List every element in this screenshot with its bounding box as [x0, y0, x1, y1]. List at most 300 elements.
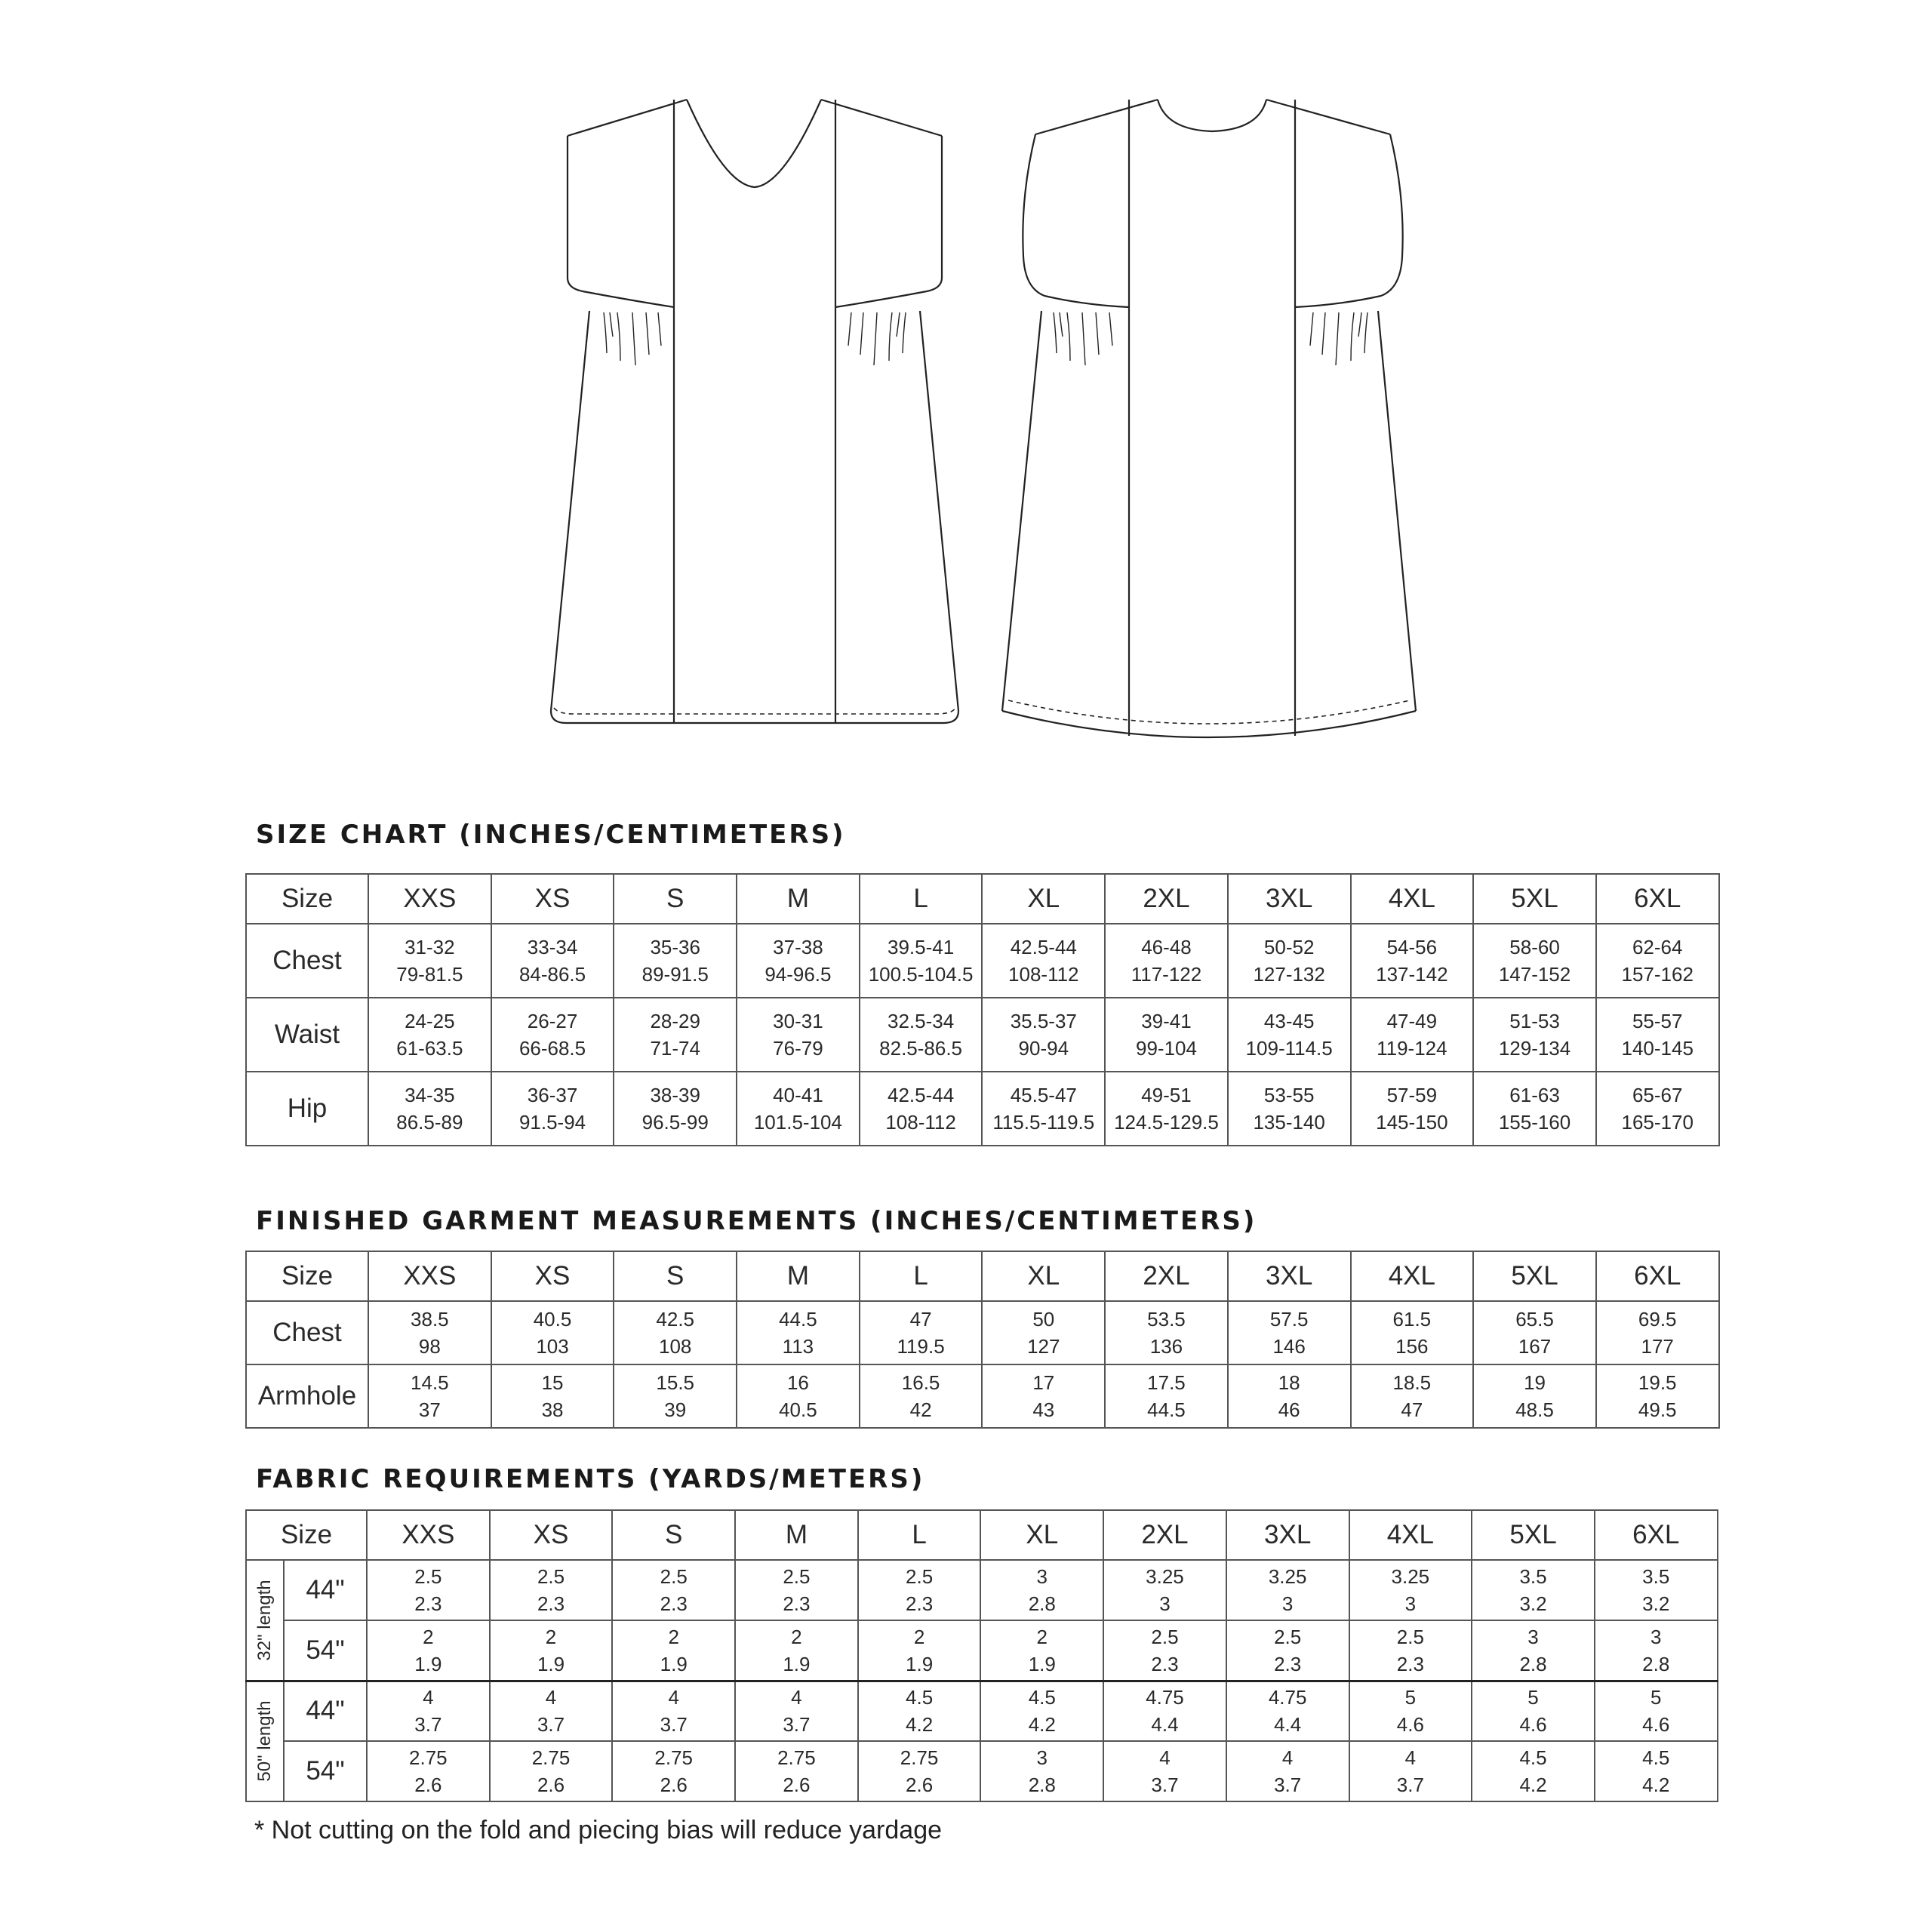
value-primary: 4: [668, 1686, 679, 1709]
value-primary: 4: [545, 1686, 557, 1709]
measurement-cell: [614, 998, 737, 1072]
value-primary: 32.5-34: [888, 1010, 955, 1032]
value-primary: 4: [1404, 1746, 1417, 1769]
value-primary: 57-59: [1386, 1084, 1438, 1106]
value-secondary: 117-122: [1131, 963, 1202, 986]
measurement-cell: [367, 1681, 490, 1741]
measurement-cell: [982, 1072, 1105, 1146]
value-secondary: 127-132: [1253, 963, 1325, 986]
size-header: 5XL: [1473, 1251, 1596, 1301]
value-secondary: 71-74: [650, 1037, 700, 1060]
measurement-cell: [1105, 1301, 1228, 1364]
measurement-cell: [614, 1364, 737, 1428]
value-primary: 2.75: [531, 1746, 571, 1769]
value-secondary: 108-112: [885, 1111, 956, 1134]
value-secondary: 145-150: [1376, 1111, 1448, 1134]
measurement-cell: [1351, 1072, 1474, 1146]
measurement-cell: [1103, 1741, 1226, 1801]
value-primary: 46-48: [1141, 936, 1192, 958]
value-secondary: 147-152: [1498, 963, 1571, 986]
value-primary: 2.75: [777, 1746, 816, 1769]
value-secondary: 108-112: [1008, 963, 1079, 986]
measurement-cell: [368, 924, 491, 998]
value-primary: 3.5: [1519, 1565, 1547, 1588]
value-secondary: 136: [1149, 1335, 1183, 1358]
size-header: XXS: [368, 1251, 491, 1301]
value-primary: 3: [1036, 1565, 1048, 1588]
value-secondary: 2.6: [537, 1774, 565, 1796]
size-header: 6XL: [1596, 1251, 1719, 1301]
size-header: S: [614, 874, 737, 924]
value-secondary: 1.9: [906, 1652, 934, 1675]
value-secondary: 3: [1159, 1592, 1171, 1615]
measurement-cell: [737, 1364, 860, 1428]
value-primary: 42.5: [656, 1308, 695, 1331]
measurement-cell: [1226, 1620, 1349, 1681]
measurement-cell: [1349, 1681, 1472, 1741]
value-secondary: 2.8: [1642, 1652, 1670, 1675]
size-header: XL: [980, 1510, 1103, 1560]
value-secondary: 47: [1401, 1398, 1423, 1421]
value-primary: 51-53: [1509, 1010, 1560, 1032]
length-group-label: [246, 1681, 284, 1801]
value-secondary: 129-134: [1498, 1037, 1571, 1060]
measurement-cell: [737, 1072, 860, 1146]
value-primary: 2: [913, 1625, 925, 1648]
value-primary: 5: [1527, 1686, 1539, 1709]
measurement-cell: [368, 1364, 491, 1428]
measurement-cell: [858, 1620, 981, 1681]
value-primary: 4: [423, 1686, 434, 1709]
finished-garment-header-row: [246, 1251, 1719, 1301]
value-secondary: 90-94: [1018, 1037, 1069, 1060]
value-primary: 42.5-44: [888, 1084, 955, 1106]
measurement-cell: [1226, 1681, 1349, 1741]
value-primary: 15.5: [656, 1371, 695, 1394]
value-secondary: 3.2: [1642, 1592, 1670, 1615]
value-primary: 15: [541, 1371, 564, 1394]
fabric-width-label: 44": [284, 1681, 367, 1741]
value-secondary: 3: [1281, 1592, 1294, 1615]
value-secondary: 113: [782, 1335, 814, 1358]
value-primary: 47-49: [1386, 1010, 1438, 1032]
measurement-cell: [491, 1072, 614, 1146]
value-primary: 3.25: [1391, 1565, 1430, 1588]
measurement-cell: [490, 1681, 613, 1741]
value-primary: 19.5: [1638, 1371, 1677, 1394]
value-secondary: 4.4: [1151, 1713, 1179, 1737]
value-secondary: 48.5: [1515, 1398, 1554, 1421]
value-secondary: 4.6: [1396, 1713, 1424, 1737]
measurement-cell: [982, 998, 1105, 1072]
value-secondary: 108: [659, 1335, 692, 1358]
value-secondary: 140-145: [1621, 1037, 1694, 1060]
value-primary: 16: [786, 1371, 809, 1394]
measurement-cell: [982, 924, 1105, 998]
row-label: Waist: [246, 998, 368, 1072]
measurement-cell: [1228, 1364, 1351, 1428]
size-header: 2XL: [1105, 1251, 1228, 1301]
measurement-cell: [1473, 924, 1596, 998]
value-secondary: 76-79: [773, 1037, 823, 1060]
measurement-cell: [980, 1741, 1103, 1801]
value-primary: 40-41: [773, 1084, 823, 1106]
value-primary: 47: [909, 1308, 932, 1331]
measurement-cell: [490, 1620, 613, 1681]
value-primary: 35-36: [650, 936, 700, 958]
value-primary: 69.5: [1638, 1308, 1677, 1331]
measurement-cell: [1105, 1364, 1228, 1428]
measurement-cell: [1226, 1741, 1349, 1801]
measurement-cell: [737, 1301, 860, 1364]
value-secondary: 177: [1641, 1335, 1674, 1358]
value-primary: 2.75: [900, 1746, 939, 1769]
value-primary: 24-25: [405, 1010, 455, 1032]
value-primary: 18: [1278, 1371, 1300, 1394]
value-secondary: 4.2: [1642, 1774, 1670, 1796]
value-primary: 61-63: [1509, 1084, 1560, 1106]
value-primary: 34-35: [405, 1084, 455, 1106]
measurement-cell: [858, 1560, 981, 1620]
table-row: [246, 1072, 1719, 1146]
value-primary: 50: [1032, 1308, 1055, 1331]
value-primary: 55-57: [1632, 1010, 1683, 1032]
value-primary: 2.5: [1396, 1625, 1424, 1648]
measurement-cell: [1595, 1560, 1718, 1620]
measurement-cell: [491, 924, 614, 998]
measurement-cell: [491, 1301, 614, 1364]
measurement-cell: [1472, 1620, 1595, 1681]
size-header: S: [614, 1251, 737, 1301]
size-chart-table: [245, 873, 1720, 1146]
measurement-cell: [980, 1620, 1103, 1681]
garment-technical-drawing: [0, 0, 1932, 770]
measurement-cell: [368, 1301, 491, 1364]
value-primary: 3: [1650, 1625, 1662, 1648]
value-primary: 2.75: [409, 1746, 448, 1769]
row-label: Hip: [246, 1072, 368, 1146]
value-secondary: 43: [1032, 1398, 1055, 1421]
value-secondary: 2.3: [537, 1592, 565, 1615]
row-label: Armhole: [246, 1364, 368, 1428]
size-header: XXS: [367, 1510, 490, 1560]
measurement-cell: [367, 1620, 490, 1681]
size-header: 5XL: [1473, 874, 1596, 924]
value-primary: 39-41: [1141, 1010, 1192, 1032]
measurement-cell: [1103, 1620, 1226, 1681]
value-secondary: 100.5-104.5: [868, 963, 974, 986]
measurement-cell: [612, 1620, 735, 1681]
value-primary: 5: [1404, 1686, 1417, 1709]
table-row: [246, 1301, 1719, 1364]
fabric-requirements-title: FABRIC REQUIREMENTS (YARDS/METERS): [256, 1464, 925, 1494]
measurement-cell: [737, 998, 860, 1072]
value-secondary: 3.7: [414, 1713, 442, 1737]
measurement-cell: [980, 1681, 1103, 1741]
measurement-cell: [1228, 1301, 1351, 1364]
value-primary: 4: [1281, 1746, 1294, 1769]
measurement-cell: [735, 1560, 858, 1620]
value-secondary: 2.6: [660, 1774, 688, 1796]
measurement-cell: [1105, 998, 1228, 1072]
fabric-header-row: [246, 1510, 1718, 1560]
table-row: [246, 1741, 1718, 1801]
value-secondary: 3.7: [660, 1713, 688, 1737]
measurement-cell: [1351, 924, 1474, 998]
value-primary: 31-32: [405, 936, 455, 958]
value-secondary: 137-142: [1376, 963, 1448, 986]
value-secondary: 98: [418, 1335, 441, 1358]
row-label: Chest: [246, 924, 368, 998]
measurement-cell: [1472, 1741, 1595, 1801]
value-primary: 43-45: [1263, 1010, 1315, 1032]
value-secondary: 1.9: [783, 1652, 811, 1675]
value-secondary: 2.6: [414, 1774, 442, 1796]
value-primary: 4.5: [1028, 1686, 1056, 1709]
value-primary: 42.5-44: [1010, 936, 1077, 958]
value-secondary: 96.5-99: [641, 1111, 709, 1134]
value-secondary: 1.9: [537, 1652, 565, 1675]
size-header: M: [737, 1251, 860, 1301]
value-secondary: 39: [664, 1398, 687, 1421]
size-header: 4XL: [1349, 1510, 1472, 1560]
length-group-text: 32" length: [254, 1580, 275, 1661]
measurement-cell: [735, 1620, 858, 1681]
measurement-cell: [368, 1072, 491, 1146]
value-primary: 2.5: [1151, 1625, 1179, 1648]
value-secondary: 4.6: [1642, 1713, 1670, 1737]
value-primary: 40.5: [533, 1308, 572, 1331]
value-primary: 2: [545, 1625, 557, 1648]
measurement-cell: [367, 1741, 490, 1801]
value-primary: 2.5: [906, 1565, 934, 1588]
value-secondary: 2.8: [1028, 1774, 1056, 1796]
value-secondary: 156: [1395, 1335, 1429, 1358]
value-primary: 3.25: [1146, 1565, 1184, 1588]
measurement-cell: [1228, 998, 1351, 1072]
value-primary: 58-60: [1509, 936, 1560, 958]
length-group-text: 50" length: [254, 1700, 275, 1782]
value-primary: 57.5: [1269, 1308, 1309, 1331]
size-header: 6XL: [1596, 874, 1719, 924]
table-row: [246, 924, 1719, 998]
measurement-cell: [1226, 1560, 1349, 1620]
value-secondary: 2.3: [1274, 1652, 1302, 1675]
value-secondary: 3: [1404, 1592, 1417, 1615]
measurement-cell: [735, 1741, 858, 1801]
measurement-cell: [1473, 1364, 1596, 1428]
value-primary: 4.5: [1519, 1746, 1547, 1769]
fabric-width-label: 54": [284, 1620, 367, 1681]
measurement-cell: [1472, 1681, 1595, 1741]
measurement-cell: [1228, 924, 1351, 998]
value-primary: 3.25: [1268, 1565, 1307, 1588]
value-secondary: 119.5: [897, 1335, 945, 1358]
measurement-cell: [1595, 1681, 1718, 1741]
table-row: [246, 1560, 1718, 1620]
value-secondary: 82.5-86.5: [879, 1037, 963, 1060]
measurement-cell: [612, 1560, 735, 1620]
value-secondary: 2.6: [783, 1774, 811, 1796]
value-secondary: 66-68.5: [518, 1037, 586, 1060]
value-secondary: 79-81.5: [396, 963, 463, 986]
measurement-cell: [1596, 1301, 1719, 1364]
value-primary: 53.5: [1147, 1308, 1186, 1331]
measurement-cell: [490, 1741, 613, 1801]
measurement-cell: [860, 1301, 983, 1364]
measurement-cell: [860, 998, 983, 1072]
value-primary: 2: [791, 1625, 802, 1648]
measurement-cell: [1596, 1072, 1719, 1146]
value-secondary: 94-96.5: [764, 963, 832, 986]
value-secondary: 103: [536, 1335, 569, 1358]
value-secondary: 3.7: [537, 1713, 565, 1737]
value-primary: 3: [1036, 1746, 1048, 1769]
size-header: S: [612, 1510, 735, 1560]
value-primary: 54-56: [1386, 936, 1438, 958]
value-secondary: 89-91.5: [641, 963, 709, 986]
measurement-cell: [491, 998, 614, 1072]
measurement-cell: [1473, 1072, 1596, 1146]
fabric-requirements-table: [245, 1509, 1718, 1802]
value-primary: 2: [668, 1625, 679, 1648]
size-header: 5XL: [1472, 1510, 1595, 1560]
value-secondary: 84-86.5: [518, 963, 586, 986]
value-primary: 28-29: [650, 1010, 700, 1032]
value-primary: 38-39: [650, 1084, 700, 1106]
value-secondary: 37: [418, 1398, 441, 1421]
measurement-cell: [860, 1072, 983, 1146]
measurement-cell: [614, 924, 737, 998]
measurement-cell: [982, 1301, 1105, 1364]
size-header: XS: [490, 1510, 613, 1560]
value-primary: 36-37: [527, 1084, 578, 1106]
measurement-cell: [1103, 1560, 1226, 1620]
value-primary: 14.5: [411, 1371, 449, 1394]
measurement-cell: [612, 1681, 735, 1741]
value-secondary: 4.2: [906, 1713, 934, 1737]
measurement-cell: [1105, 924, 1228, 998]
value-secondary: 165-170: [1621, 1111, 1694, 1134]
measurement-cell: [860, 924, 983, 998]
value-secondary: 1.9: [1028, 1652, 1056, 1675]
size-header: 4XL: [1351, 1251, 1474, 1301]
value-primary: 44.5: [779, 1308, 817, 1331]
value-primary: 4.75: [1146, 1686, 1184, 1709]
value-secondary: 157-162: [1621, 963, 1694, 986]
value-secondary: 2.8: [1028, 1592, 1056, 1615]
value-primary: 2: [423, 1625, 434, 1648]
value-secondary: 3.2: [1519, 1592, 1547, 1615]
fabric-width-label: 44": [284, 1560, 367, 1620]
value-secondary: 2.6: [906, 1774, 934, 1796]
value-secondary: 124.5-129.5: [1114, 1111, 1219, 1134]
measurement-cell: [735, 1681, 858, 1741]
measurement-cell: [1351, 1364, 1474, 1428]
measurement-cell: [1349, 1741, 1472, 1801]
value-primary: 2.5: [783, 1565, 811, 1588]
measurement-cell: [1349, 1560, 1472, 1620]
value-secondary: 146: [1272, 1335, 1306, 1358]
measurement-cell: [490, 1560, 613, 1620]
value-primary: 2.5: [414, 1565, 442, 1588]
footnote: * Not cutting on the fold and piecing bias will reduce yardage: [254, 1816, 943, 1844]
value-secondary: 127: [1027, 1335, 1060, 1358]
value-secondary: 115.5-119.5: [992, 1111, 1095, 1134]
value-secondary: 4.6: [1519, 1713, 1547, 1737]
size-header: 4XL: [1351, 874, 1474, 924]
measurement-cell: [491, 1364, 614, 1428]
value-primary: 3: [1527, 1625, 1539, 1648]
value-secondary: 2.8: [1519, 1652, 1547, 1675]
measurement-cell: [1228, 1072, 1351, 1146]
value-secondary: 2.3: [1396, 1652, 1424, 1675]
value-primary: 65.5: [1515, 1308, 1554, 1331]
size-header: XS: [491, 1251, 614, 1301]
value-secondary: 119-124: [1377, 1037, 1447, 1060]
value-secondary: 86.5-89: [396, 1111, 463, 1134]
measurement-cell: [367, 1560, 490, 1620]
value-secondary: 44.5: [1147, 1398, 1186, 1421]
size-chart-title: SIZE CHART (INCHES/CENTIMETERS): [256, 820, 846, 850]
value-primary: 26-27: [527, 1010, 578, 1032]
value-secondary: 4.2: [1519, 1774, 1547, 1796]
value-primary: 17: [1032, 1371, 1055, 1394]
value-secondary: 40.5: [779, 1398, 817, 1421]
size-header: L: [860, 1251, 983, 1301]
value-secondary: 2.3: [414, 1592, 442, 1615]
value-primary: 2.75: [654, 1746, 694, 1769]
measurement-cell: [1349, 1620, 1472, 1681]
measurement-cell: [614, 1301, 737, 1364]
finished-garment-table: [245, 1251, 1720, 1429]
value-primary: 5: [1650, 1686, 1662, 1709]
measurement-cell: [737, 924, 860, 998]
measurement-cell: [858, 1681, 981, 1741]
size-header: 3XL: [1228, 1251, 1351, 1301]
value-primary: 2: [1036, 1625, 1048, 1648]
value-primary: 4: [791, 1686, 802, 1709]
value-primary: 3.5: [1642, 1565, 1670, 1588]
value-primary: 38.5: [411, 1308, 449, 1331]
value-primary: 50-52: [1263, 936, 1315, 958]
measurement-cell: [858, 1741, 981, 1801]
value-secondary: 2.3: [660, 1592, 688, 1615]
size-header: 6XL: [1595, 1510, 1718, 1560]
value-secondary: 101.5-104: [753, 1111, 842, 1134]
size-header: L: [860, 874, 983, 924]
value-primary: 61.5: [1392, 1308, 1432, 1331]
value-primary: 19: [1524, 1371, 1546, 1394]
value-primary: 4.75: [1268, 1686, 1307, 1709]
size-header: XS: [491, 874, 614, 924]
value-primary: 2.5: [537, 1565, 565, 1588]
measurement-cell: [1595, 1620, 1718, 1681]
value-secondary: 1.9: [414, 1652, 442, 1675]
measurement-cell: [1103, 1681, 1226, 1741]
table-row: [246, 1364, 1719, 1428]
measurement-cell: [1595, 1741, 1718, 1801]
size-header: 3XL: [1226, 1510, 1349, 1560]
dress-back-drawing: [1002, 100, 1416, 737]
header-label: Size: [246, 1510, 367, 1560]
measurement-cell: [1473, 998, 1596, 1072]
size-header: XL: [982, 874, 1105, 924]
header-label: Size: [246, 874, 368, 924]
size-header: M: [737, 874, 860, 924]
table-row: [246, 1681, 1718, 1741]
measurement-cell: [982, 1364, 1105, 1428]
